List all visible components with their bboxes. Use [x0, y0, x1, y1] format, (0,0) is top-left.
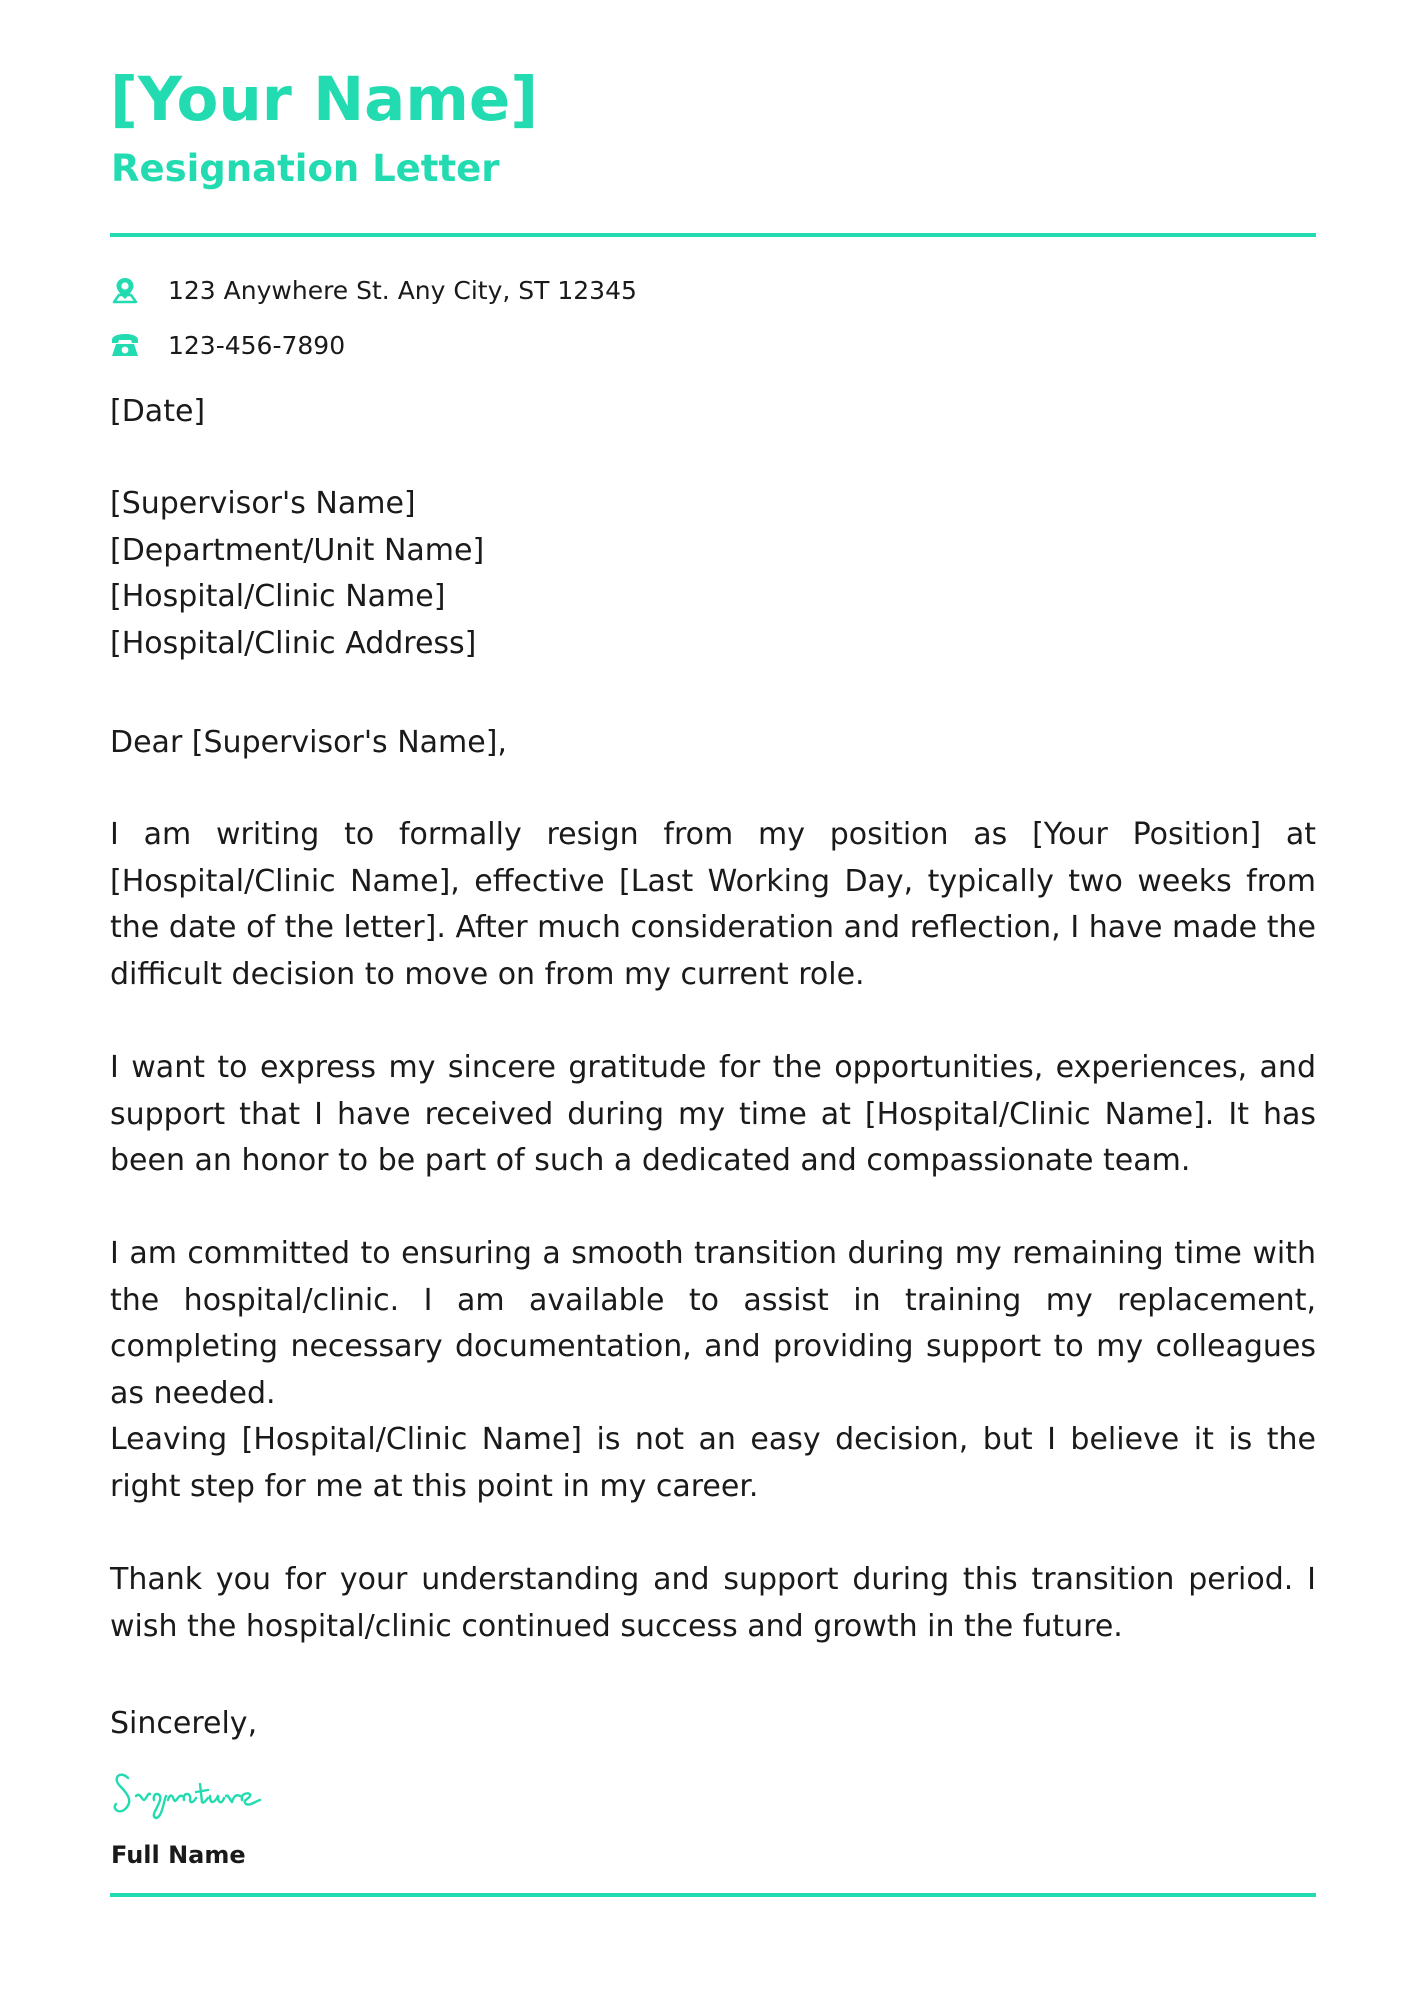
full-name: Full Name — [111, 1841, 246, 1869]
recipient-block — [110, 481, 1316, 667]
sender-name: [Your Name] — [110, 64, 539, 135]
salutation: Dear [Supervisor's Name], — [110, 725, 507, 760]
recipient-line: [Hospital/Clinic Address] — [110, 625, 477, 661]
telephone-icon — [110, 330, 140, 360]
address-text: 123 Anywhere St. Any City, ST 12345 — [168, 275, 637, 305]
body-paragraph: I am committed to ensuring a smooth transition during my remaining time with the hospital/clinic. I am available to assist in training my replacement, completing necessary documentation, and providing support to my colleagues as needed. — [110, 1236, 1316, 1411]
body-paragraph: I want to express my sincere gratitude for the opportunities, experiences, and support that I have received during my time at [Hospital/Clinic Name]. It has been an honor to be part of such a dedicated and compassionate team. — [110, 1050, 1316, 1179]
contact-address — [110, 272, 637, 308]
document-title: Resignation Letter — [111, 147, 500, 190]
signature — [110, 1756, 310, 1826]
phone-text: 123-456-7890 — [168, 330, 346, 360]
recipient-line: [Department/Unit Name] — [110, 532, 485, 568]
recipient-line: [Hospital/Clinic Name] — [110, 579, 446, 615]
closing: Sincerely, — [110, 1706, 258, 1741]
header-divider — [110, 233, 1316, 237]
body-paragraph: I am writing to formally resign from my position as [Your Position] at [Hospital/Clinic Name], effective [Last Working Day, typically two weeks from the date of the letter]. After much consideration and reflection, I have made the difficult decision to move on from my current role. — [110, 817, 1316, 992]
footer-divider — [110, 1893, 1316, 1897]
body-paragraph: Thank you for your understanding and support during this transition period. I wish the hospital/clinic continued success and growth in the future. — [110, 1562, 1316, 1644]
letter-page — [110, 0, 1316, 2000]
contact-phone — [110, 327, 345, 363]
location-pin-icon — [110, 275, 140, 305]
recipient-line: [Supervisor's Name] — [110, 486, 416, 521]
letter-date: [Date] — [110, 394, 206, 429]
body-paragraph: Leaving [Hospital/Clinic Name] is not an easy decision, but I believe it is the right step for me at this point in my career. — [110, 1422, 1316, 1504]
